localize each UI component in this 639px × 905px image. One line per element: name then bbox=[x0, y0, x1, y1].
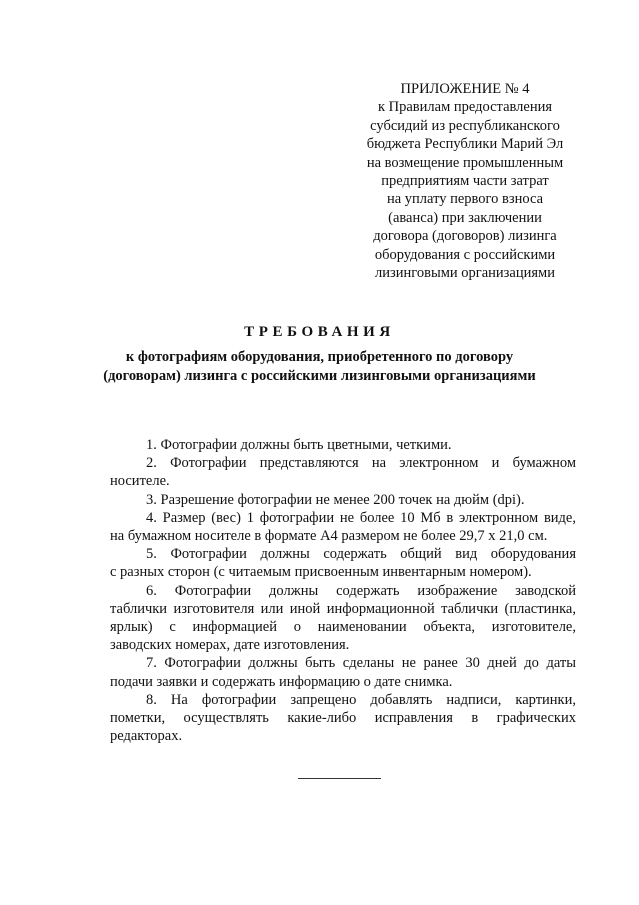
appendix-line: (аванса) при заключении bbox=[388, 209, 542, 226]
appendix-line: лизинговыми организациями bbox=[375, 265, 555, 282]
requirement-text: ярлык) с информацией о наименовании объекта, изготовителе, bbox=[110, 619, 576, 636]
requirement-text: с разных сторон (с читаемым присвоенным инвентарным номером). bbox=[110, 564, 532, 581]
requirement-item bbox=[110, 691, 576, 746]
appendix-line: бюджета Республики Марий Эл bbox=[366, 136, 564, 153]
requirement-text: таблички изготовителя или иной информационной таблички (пластинка, bbox=[110, 600, 576, 617]
appendix-line: договора (договоров) лизинга bbox=[373, 228, 557, 245]
appendix-line: на уплату первого взноса bbox=[386, 191, 544, 208]
requirement-text: 3. Разрешение фотографии не менее 200 точек на дюйм (dpi). bbox=[146, 491, 525, 508]
requirement-text: 1. Фотографии должны быть цветными, четкими. bbox=[146, 437, 452, 453]
appendix-header bbox=[352, 80, 578, 282]
appendix-line: субсидий из республиканского bbox=[370, 117, 560, 134]
requirement-text: на бумажном носителе в формате А4 размером не более 29,7 х 21,0 см. bbox=[110, 528, 548, 545]
requirement-text: пометки, осуществлять какие-либо исправления в графических bbox=[110, 710, 576, 727]
document-title: ТРЕБОВАНИЯ bbox=[244, 324, 395, 340]
document-subtitle bbox=[0, 348, 639, 385]
subtitle-line: (договорам) лизинга с российскими лизинговыми организациями bbox=[103, 367, 536, 384]
requirement-text: 5. Фотографии должны содержать общий вид оборудования bbox=[146, 546, 576, 563]
requirements-list bbox=[110, 436, 576, 745]
requirement-item bbox=[110, 654, 576, 690]
requirement-item bbox=[110, 454, 576, 490]
requirement-text: заводских номерах, дате изготовления. bbox=[110, 637, 350, 654]
requirement-item bbox=[110, 491, 576, 509]
requirement-text: 7. Фотографии должны быть сделаны не ранее 30 дней до даты bbox=[146, 655, 576, 672]
requirement-item bbox=[110, 509, 576, 545]
requirement-text: подачи заявки и содержать информацию о дате снимка. bbox=[110, 673, 453, 690]
requirement-text: редакторах. bbox=[110, 728, 183, 745]
requirement-text: 4. Размер (вес) 1 фотографии не более 10 Мб в электронном виде, bbox=[146, 509, 576, 526]
requirement-text: 6. Фотографии должны содержать изображение заводской bbox=[146, 582, 576, 599]
end-divider bbox=[298, 778, 381, 779]
appendix-number: ПРИЛОЖЕНИЕ № 4 bbox=[400, 81, 530, 97]
appendix-line: к Правилам предоставления bbox=[377, 99, 553, 116]
requirement-item bbox=[110, 436, 576, 454]
requirement-text: носителе. bbox=[110, 473, 170, 490]
appendix-line: оборудования с российскими bbox=[374, 246, 556, 263]
appendix-line: предприятиям части затрат bbox=[381, 173, 549, 190]
requirement-text: 2. Фотографии представляются на электронном и бумажном bbox=[146, 455, 576, 472]
subtitle-line: к фотографиям оборудования, приобретенного по договору bbox=[125, 349, 514, 365]
requirement-text: 8. На фотографии запрещено добавлять надписи, картинки, bbox=[146, 691, 576, 708]
requirement-item bbox=[110, 545, 576, 581]
appendix-line: на возмещение промышленным bbox=[366, 154, 564, 171]
requirement-item bbox=[110, 582, 576, 655]
